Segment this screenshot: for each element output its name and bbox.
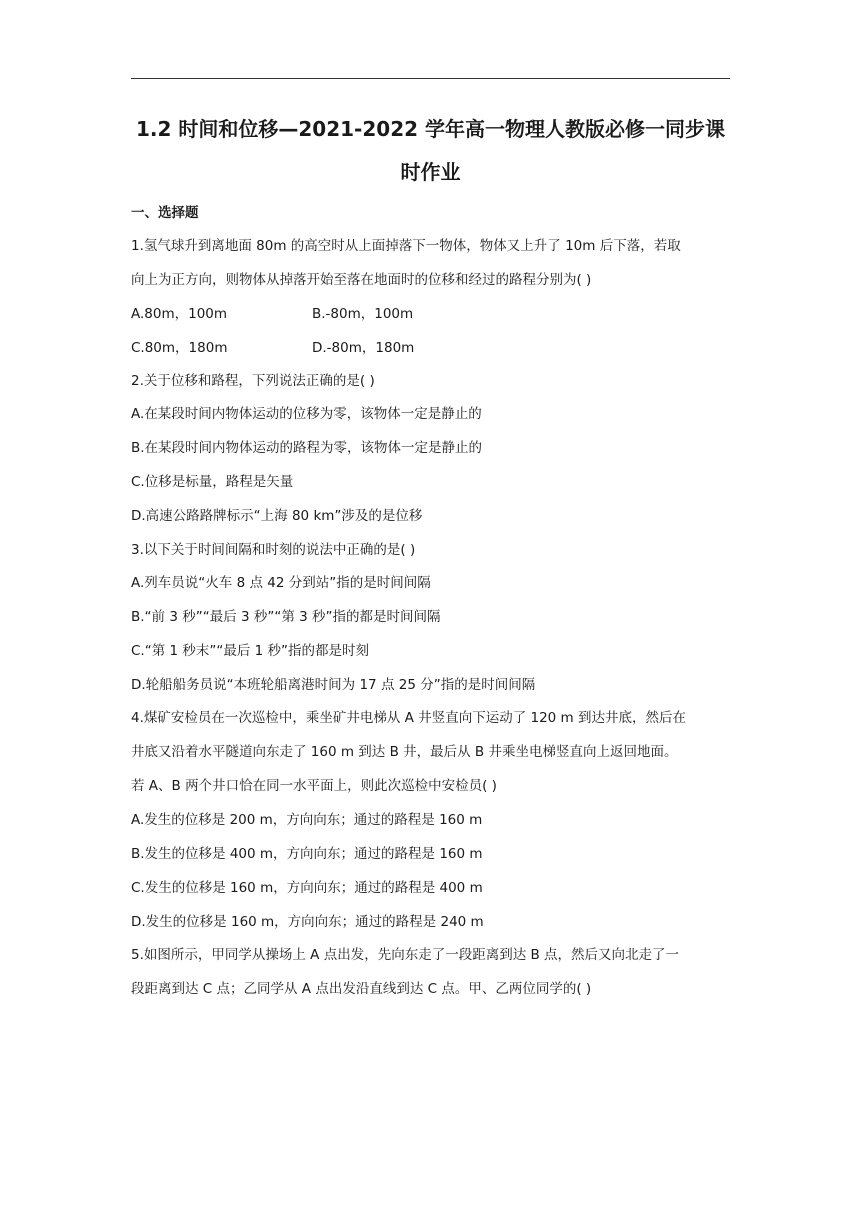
q3-option-b: B.“前 3 秒”“最后 3 秒”“第 3 秒”指的都是时间间隔 — [131, 609, 441, 625]
q3-option-a: A.列车员说“火车 8 点 42 分到站”指的是时间间隔 — [131, 575, 431, 591]
title-line-2: 时作业 — [400, 160, 461, 184]
q4-stem-line-1: 4.煤矿安检员在一次巡检中，乘坐矿井电梯从 A 井竖直向下运动了 120 m 到达井底，然后在 — [131, 710, 686, 726]
q2-option-d: D.高速公路路牌标示“上海 80 km”涉及的是位移 — [131, 508, 423, 524]
q1-option-b: B.-80m，100m — [312, 306, 414, 322]
header-rule — [131, 78, 730, 79]
q1-option-d: D.-80m，180m — [312, 340, 415, 356]
q3-option-d: D.轮船船务员说“本班轮船离港时间为 17 点 25 分”指的是时间间隔 — [131, 677, 536, 693]
q5-stem-line-2: 段距离到达 C 点；乙同学从 A 点出发沿直线到达 C 点。甲、乙两位同学的( ) — [131, 981, 592, 997]
q4-option-b: B.发生的位移是 400 m，方向向东；通过的路程是 160 m — [131, 846, 483, 862]
q1-stem-line-1: 1.氢气球升到离地面 80m 的高空时从上面掉落下一物体，物体又上升了 10m 后下落，若取 — [131, 238, 681, 254]
section-heading: 一、选择题 — [131, 205, 199, 221]
title-line-1: 1.2 时间和位移—2021-2022 学年高一物理人教版必修一同步课 — [136, 117, 725, 141]
q2-stem: 2.关于位移和路程，下列说法正确的是( ) — [131, 373, 375, 389]
q4-option-d: D.发生的位移是 160 m，方向向东；通过的路程是 240 m — [131, 914, 484, 930]
q1-stem-line-2: 向上为正方向，则物体从掉落开始至落在地面时的位移和经过的路程分别为( ) — [131, 272, 592, 288]
q1-option-a: A.80m，100m — [131, 306, 228, 322]
q2-option-a: A.在某段时间内物体运动的位移为零，该物体一定是静止的 — [131, 406, 482, 422]
q2-option-c: C.位移是标量，路程是矢量 — [131, 474, 294, 490]
q1-option-c: C.80m，180m — [131, 340, 228, 356]
document-title — [131, 108, 730, 194]
q4-option-c: C.发生的位移是 160 m，方向向东；通过的路程是 400 m — [131, 880, 483, 896]
q2-option-b: B.在某段时间内物体运动的路程为零，该物体一定是静止的 — [131, 440, 483, 456]
q4-option-a: A.发生的位移是 200 m，方向向东；通过的路程是 160 m — [131, 812, 483, 828]
q4-stem-line-2: 井底又沿着水平隧道向东走了 160 m 到达 B 井，最后从 B 井乘坐电梯竖直向上返回地面。 — [131, 744, 678, 760]
q3-stem: 3.以下关于时间间隔和时刻的说法中正确的是( ) — [131, 542, 416, 558]
q4-stem-line-3: 若 A、B 两个井口恰在同一水平面上，则此次巡检中安检员( ) — [131, 778, 497, 794]
q5-stem-line-1: 5.如图所示，甲同学从操场上 A 点出发，先向东走了一段距离到达 B 点，然后又向北走了一 — [131, 947, 680, 963]
q3-option-c: C.“第 1 秒末”“最后 1 秒”指的都是时刻 — [131, 643, 370, 659]
